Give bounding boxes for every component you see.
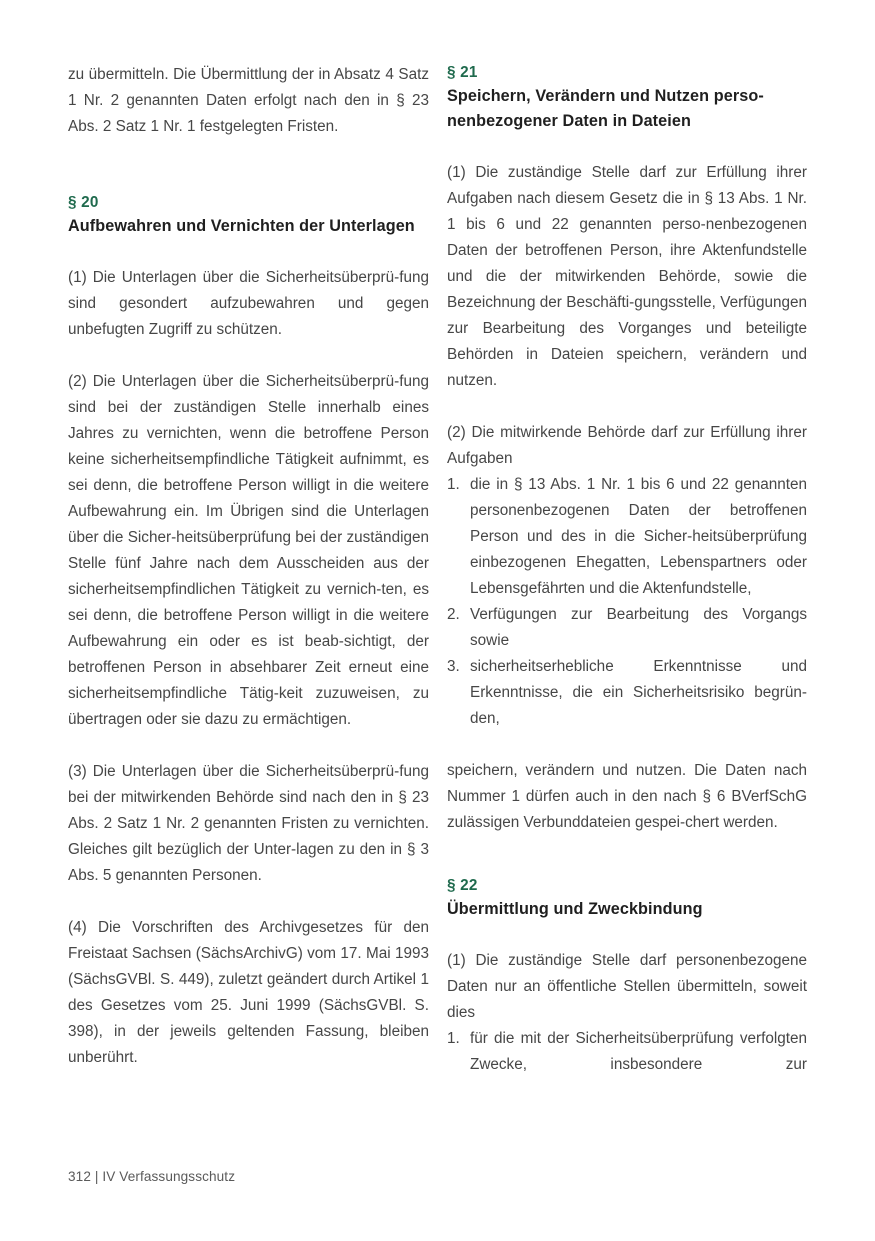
section-title-22: Übermittlung und Zweckbindung [447,900,703,918]
list-item [447,472,807,602]
section-title-20: Aufbewahren und Vernichten der Unterlagen [68,217,415,235]
spacer [447,922,807,948]
spacer [68,239,429,265]
list-marker: 1. [447,476,460,493]
list-marker: 2. [447,606,460,623]
spacer [68,343,429,369]
section-number-21: § 21 [447,64,478,81]
list-marker: 3. [447,658,460,675]
list-item-text: sicherheitserhebliche Erkenntnisse und Erkenntnisse, die ein Sicherheitsrisiko begrün-den, [470,658,807,727]
section-number-22: § 22 [447,877,478,894]
spacer [447,732,807,758]
list-item-text: für die mit der Sicherheitsüberprüfung verfolgten Zwecke, insbesondere zur [470,1030,807,1073]
paragraph-20-2: (2) Die Unterlagen über die Sicherheitsüberprü-fung sind bei der zuständigen Stelle innerhalb eines Jahres zu vernichten, wenn die betroffene Person keine sicherheitsempfindliche Tätigkeit aufnimmt, es sei denn, die betroffene Person willigt in die weitere Aufbewahrung ein. Im Übrigen sind die Unterlagen über die Sicher-heitsüberprüfung bei der zuständigen Stelle fünf Jahre nach dem Ausscheiden aus der sicherheitsempfindlichen Tätigkeit zu vernich-ten, es sei denn, die betroffene Person willigt in die weitere Aufbewahrung ein oder es ist beab-sichtigt, der betroffenen Person in absehbarer Zeit erneut eine sicherheitsempfindliche Tätig-keit zuzuweisen, zu übertragen oder sie dazu zu ermächtigen. [68,373,429,728]
list-section-22 [447,1026,807,1078]
paragraph-20-1: (1) Die Unterlagen über die Sicherheitsüberprü-fung sind gesondert aufzubewahren und gegen unbefugten Zugriff zu schützen. [68,269,429,338]
right-column [447,62,807,1078]
spacer [447,134,807,160]
spacer [447,836,807,875]
left-column [68,62,429,1078]
paragraph-21-1: (1) Die zuständige Stelle darf zur Erfüllung ihrer Aufgaben nach diesem Gesetz die in § 13 Abs. 1 Nr. 1 bis 6 und 22 genannten perso-nenbezogenen Daten der betroffenen Person, ihre Aktenfundstelle und die der mitwirkenden Behörde, sowie die Bezeichnung der Beschäfti-gungsstelle, Verfügungen zur Bearbeitung des Vorganges und beteiligte Behörden in Dateien speichern, verändern und nutzen. [447,164,807,389]
section-number-20: § 20 [68,194,99,211]
page-footer: 312 | IV Verfassungsschutz [68,1169,236,1184]
spacer [68,889,429,915]
paragraph-21-closing: speichern, verändern und nutzen. Die Daten nach Nummer 1 dürfen auch in den nach § 6 BVerfSchG zulässigen Verbunddateien gespei-chert werden. [447,762,807,831]
continuation-paragraph: zu übermitteln. Die Übermittlung der in Absatz 4 Satz 1 Nr. 2 genannten Daten erfolgt nach den in § 23 Abs. 2 Satz 1 Nr. 1 festgelegten Fristen. [68,66,429,135]
list-item-text: Verfügungen zur Bearbeitung des Vorgangs sowie [470,606,807,649]
list-item [447,654,807,732]
section-title-21: Speichern, Verändern und Nutzen perso-nenbezogener Daten in Dateien [447,87,764,130]
spacer [447,394,807,420]
paragraph-20-4: (4) Die Vorschriften des Archivgesetzes für den Freistaat Sachsen (SächsArchivG) vom 17. Mai 1993 (SächsGVBl. S. 449), zuletzt geändert durch Artikel 1 des Gesetzes vom 25. Juni 1999 (SächsGVBl. S. 398), in der jeweils geltenden Fassung, bleiben unberührt. [68,919,429,1066]
list-item [447,1026,807,1078]
paragraph-20-3: (3) Die Unterlagen über die Sicherheitsüberprü-fung bei der mitwirkenden Behörde sind nach den in § 23 Abs. 2 Satz 1 Nr. 2 genannten Fristen zu vernichten. Gleiches gilt bezüglich der Unter-lagen zu den in § 3 Abs. 5 genannten Personen. [68,763,429,884]
paragraph-21-2-intro: (2) Die mitwirkende Behörde darf zur Erfüllung ihrer Aufgaben [447,424,807,467]
list-section-21 [447,472,807,732]
list-item-text: die in § 13 Abs. 1 Nr. 1 bis 6 und 22 genannten personenbezogenen Daten der betroffenen Person und des in die Sicher-heitsüberprüfung einbezogenen Ehegatten, Lebenspartners oder Lebensgefährten und die Aktenfundstelle, [470,476,807,597]
list-item [447,602,807,654]
list-marker: 1. [447,1030,460,1047]
spacer [68,140,429,192]
spacer [68,733,429,759]
two-column-layout [68,62,807,1078]
paragraph-22-1-intro: (1) Die zuständige Stelle darf personenbezogene Daten nur an öffentliche Stellen übermitteln, soweit dies [447,952,807,1021]
